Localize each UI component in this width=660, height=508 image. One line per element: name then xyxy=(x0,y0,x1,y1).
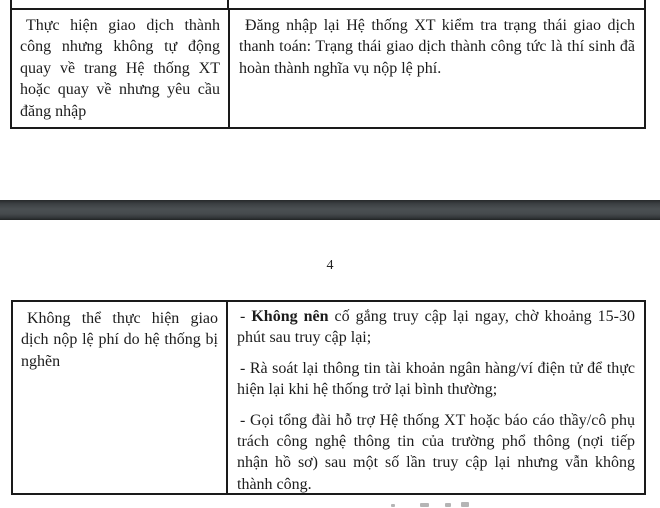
solution-item xyxy=(237,410,635,493)
table-cell-solution xyxy=(228,302,644,493)
solution-text: cố gắng truy cập lại ngay, chờ khoảng 15-30 phút sau truy cập lại; xyxy=(237,308,636,347)
clipped-glyph-fragment xyxy=(461,502,469,507)
solution-item: - Không nên cố gắng truy cập lại ngay, chờ khoảng 15-30 phút sau truy cập lại; xyxy=(237,308,636,347)
table-cell-issue xyxy=(12,10,230,127)
clipped-glyph-fragment xyxy=(445,503,451,507)
table-row xyxy=(10,8,646,129)
solution-item xyxy=(237,358,635,401)
clipped-glyph-fragment xyxy=(420,503,429,507)
table-cell-issue xyxy=(13,302,228,493)
issue-text: Thực hiện giao dịch thành công nhưng không tự động quay về trang Hệ thống XT hoặc quay về nhưng yêu cầu đăng nhập xyxy=(20,17,220,120)
issue-text: Không thể thực hiện giao dịch nộp lệ phí do hệ thống bị nghẽn xyxy=(21,310,218,370)
table-row xyxy=(11,300,646,495)
solution-text: Đăng nhập lại Hệ thống XT kiểm tra trạng thái giao dịch thanh toán: Trạng thái giao dịch thành công tức là thí sinh đã hoàn thành nghĩa vụ nộp lệ phí. xyxy=(239,17,635,77)
solution-text: - Gọi tổng đài hỗ trợ Hệ thống XT hoặc báo cáo thầy/cô phụ trách công nghệ thông tin của trường phổ thông (nợi tiếp nhận hồ sơ) sau một số lần truy cập lại nhưng vẫn không thành công. xyxy=(237,411,635,493)
page-break-separator xyxy=(0,200,660,220)
page-number: 4 xyxy=(326,258,334,273)
solution-bold-text: Không nên xyxy=(251,308,329,325)
clipped-glyph-fragment xyxy=(391,504,395,507)
solution-text: - Rà soát lại thông tin tài khoản ngân hàng/ví điện tử để thực hiện lại khi hệ thống trở lại bình thường; xyxy=(237,359,635,399)
table-cell-solution xyxy=(230,10,644,127)
